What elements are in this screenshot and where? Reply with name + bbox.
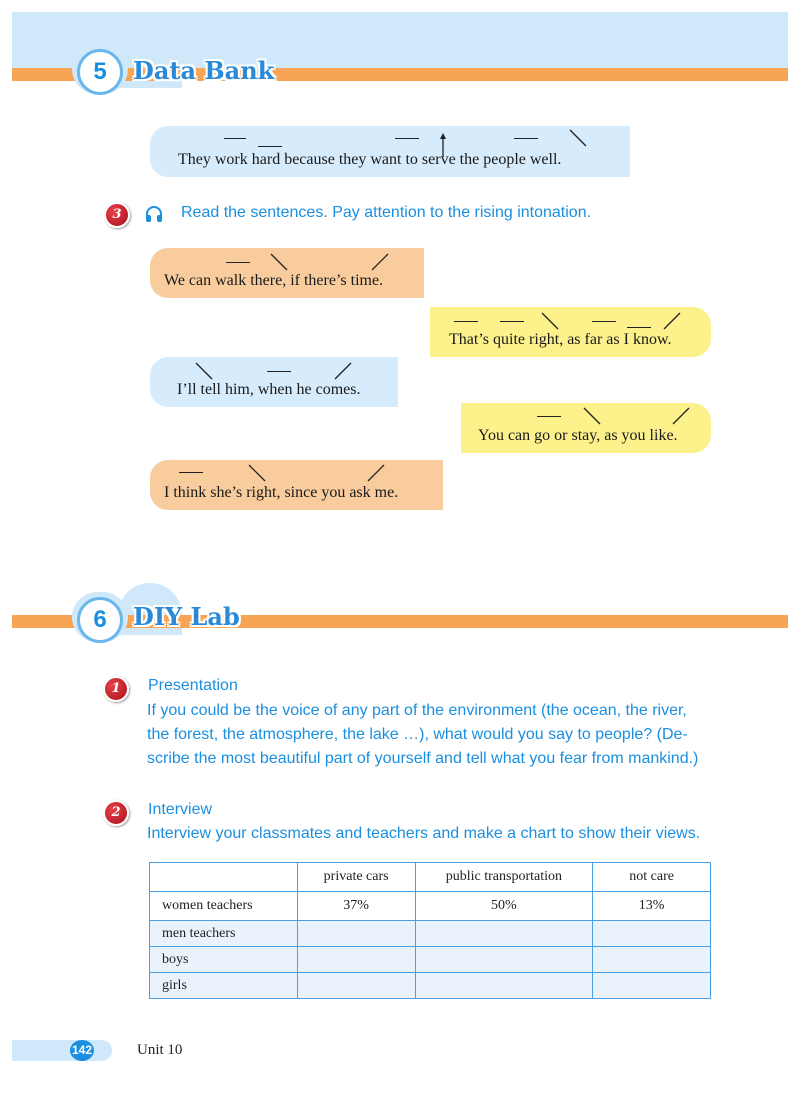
section-5-title: Data Bank	[133, 56, 275, 85]
row-label: women teachers	[150, 892, 298, 921]
stress-mark	[258, 146, 282, 147]
stress-mark	[224, 138, 246, 139]
table-cell[interactable]	[593, 973, 711, 999]
table-cell[interactable]	[415, 947, 593, 973]
table-cell[interactable]	[297, 947, 415, 973]
intonation-sentence-bubble	[430, 307, 711, 357]
stress-mark	[395, 138, 419, 139]
task-1-badge: 1	[103, 676, 129, 702]
intonation-sentence: We can walk there, if there’s time.	[164, 272, 384, 289]
views-chart-table	[149, 862, 711, 999]
table-cell[interactable]	[593, 921, 711, 947]
table-row	[150, 973, 711, 999]
table-cell: 37%	[297, 892, 415, 921]
table-corner-cell	[150, 863, 298, 892]
rising-intonation-icon	[671, 406, 693, 428]
falling-intonation-icon	[247, 463, 269, 485]
row-label: girls	[150, 973, 298, 999]
intonation-sentence: You can go or stay, as you like.	[478, 427, 678, 444]
table-row	[150, 892, 711, 921]
table-cell[interactable]	[415, 921, 593, 947]
headphones-icon[interactable]	[144, 204, 164, 224]
stress-mark	[454, 321, 478, 322]
task-2-heading: Interview	[148, 801, 213, 818]
falling-intonation-icon	[568, 128, 590, 148]
table-cell[interactable]	[297, 973, 415, 999]
table-header-row	[150, 863, 711, 892]
task-1-heading: Presentation	[148, 677, 238, 694]
column-header: public transportation	[415, 863, 593, 892]
table-cell[interactable]	[593, 947, 711, 973]
intonation-sentence: I’ll tell him, when he comes.	[177, 381, 361, 398]
task-2-badge: 2	[103, 800, 129, 826]
stress-mark	[179, 472, 203, 473]
task-1-line: scribe the most beautiful part of yourself and tell what you fear from mankind.)	[147, 750, 699, 767]
stress-mark	[226, 262, 250, 263]
table-row	[150, 921, 711, 947]
intonation-sentence: That’s quite right, as far as I know.	[449, 331, 672, 348]
rising-intonation-icon	[333, 361, 355, 383]
stress-mark	[267, 371, 291, 372]
intonation-sentence-bubble	[461, 403, 711, 453]
intonation-sentence: I think she’s right, since you ask me.	[164, 484, 399, 501]
exercise-3-badge: 3	[104, 202, 130, 228]
page-number: 142	[70, 1040, 94, 1061]
intonation-sentence-bubble	[150, 248, 424, 298]
column-header: not care	[593, 863, 711, 892]
rising-intonation-icon	[366, 463, 388, 485]
falling-intonation-icon	[582, 406, 604, 428]
rising-intonation-icon	[370, 252, 392, 274]
table-cell[interactable]	[415, 973, 593, 999]
stress-mark	[500, 321, 524, 322]
section-5-orange-bar	[12, 68, 788, 81]
data-bank-sentence: They work hard because they want to serve the people well.	[178, 151, 562, 168]
task-1-line: the forest, the atmosphere, the lake …), what would you say to people? (De-	[147, 726, 688, 743]
intonation-sentence-bubble	[150, 357, 398, 407]
section-6-orange-bar	[12, 615, 788, 628]
exercise-3-instruction: Read the sentences. Pay attention to the rising intonation.	[181, 204, 592, 221]
table-row	[150, 947, 711, 973]
falling-intonation-icon	[540, 311, 562, 333]
falling-intonation-icon	[269, 252, 291, 274]
section-6-title: DIY Lab	[133, 602, 240, 631]
task-2-instruction: Interview your classmates and teachers and make a chart to show their views.	[147, 825, 701, 842]
stress-mark	[514, 138, 538, 139]
column-header: private cars	[297, 863, 415, 892]
row-label: men teachers	[150, 921, 298, 947]
intonation-sentence-bubble	[150, 460, 443, 510]
row-label: boys	[150, 947, 298, 973]
rising-arrow-icon	[436, 132, 450, 158]
section-6-number: 6	[77, 597, 123, 643]
stress-mark	[537, 416, 561, 417]
task-1-description	[147, 699, 698, 771]
table-cell: 13%	[593, 892, 711, 921]
rising-intonation-icon	[662, 311, 684, 333]
stress-mark	[627, 327, 651, 328]
data-bank-bubble	[150, 126, 630, 177]
table-cell[interactable]	[297, 921, 415, 947]
unit-label: Unit 10	[137, 1042, 183, 1058]
footer-band	[12, 1040, 112, 1061]
falling-intonation-icon	[194, 361, 216, 383]
section-5-number: 5	[77, 49, 123, 95]
table-cell: 50%	[415, 892, 593, 921]
stress-mark	[592, 321, 616, 322]
task-1-line: If you could be the voice of any part of the environment (the ocean, the river,	[147, 702, 687, 719]
